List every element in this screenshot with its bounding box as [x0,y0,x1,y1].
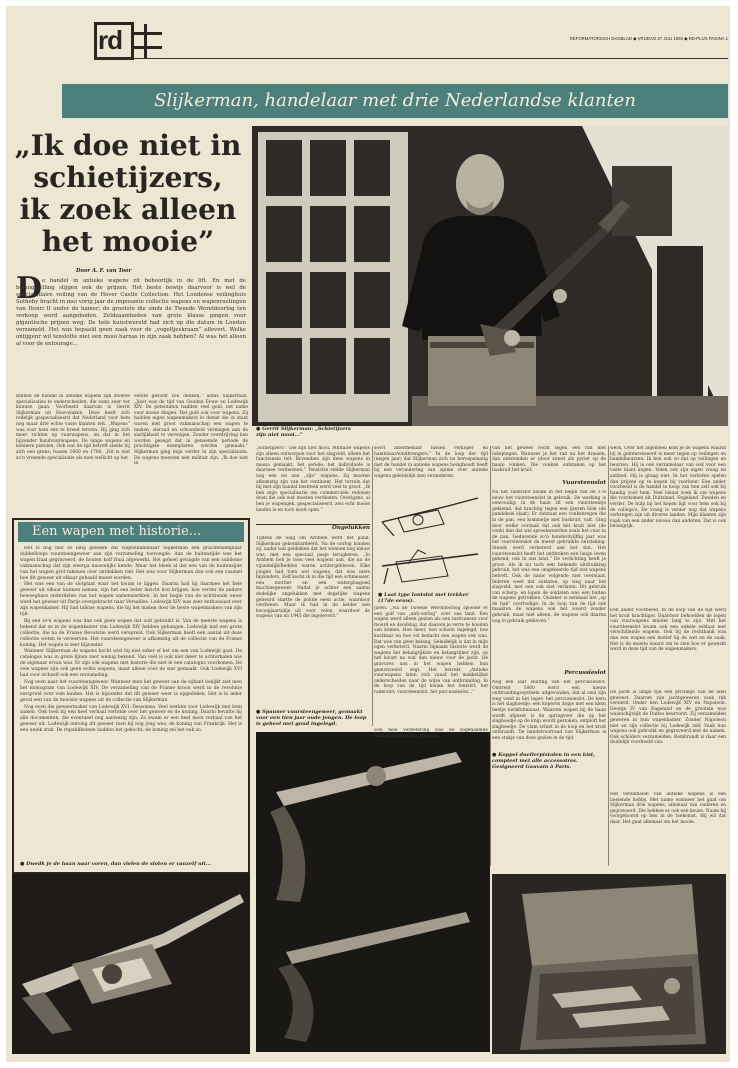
column-6-b: Een ander voorbeeld. In de loop van de tijd werd het kruit krachtiger. Daardoor behoefden de lopen van vuurwapens minder lang te zijn. Met het vuursteenslot kwam ook een enkele soldaat met verschillende wapens. Ook bij de rechtbank was dan een wapen een motief bij de wet en de zaak. Het is de moeite waard om te zien hoe er gewerkt werd in deze tijd van de wapenmakers. [610,608,726,653]
column-5-end: Een hele verbetering was de zogenaamde raddenontbranding. De haan [374,728,488,739]
main-photo [252,126,728,426]
column-1: Binnen de handel in antieke wapens zijn diverse specialisaties te onderscheiden, die soms zeer ver kunnen gaan. Voorbeeld daarvan is Gerrit Slijkerman uit Hoevelaken. Deze heeft zich redelijk gespecialiseerd dat Nederland voor hem nog maar drie echte vaste klanten telt. „Wapens” was voor hem een te breed terrein. Hij ging zich meer richten op vuurwapens, en dat in het bijzonder handvuurwapens. De lange wapens en kleinere pistolen. Ook wat de tijd betreft stelde hij zich een grens: tussen 1600 en 1700. „Dit is niet zo'n vreemde specialisatie als men wellicht op het [16,394,130,461]
column-3: „schietijzers”. Die zijn niet mooi. Militaire wapens zijn alleen ontworpen voor het slagveld, alleen het functionele telt. Bovendien zijn deze wapens in massa gemaakt, het seriele, het individuele is daarmee verdwenen.” Tenslotte stelde Slijkerman nog een eis aan „zijn” wapens. Zij moeten afkomstig zijn van het continent. Het terrein dat hij met zijn handel bestreek werd veel te groot. „Ik heb mijn specialisatie om commerciele redenen doen die ook wat moeten verdienen. Overigens, al ben je wapengek, gespecialiseerd, zeis echt mooie landen is en toch nooit open.” [256,446,370,513]
lead-dropcap: D [16,271,43,306]
pistols-caption: ● Koppel duellerpistolen in een kist, compleet met alle accessoires. Gesigneerd Gauvain à Paris. [492,752,595,770]
history-title: Een wapen met historie... [32,524,202,539]
column-2: eerste gezicht zou denken,” aldus Slijkerman. „Juist was de tijd van Gouden Eeuw en Lodewijk XIV. De potentaten hadden veel geld, net name voor mooie dingen. Dat gold ook voor wapens. Zij hadden eigen wapenmakers in dienst die in staat waren met groot vakmanschap een wapen te maken, sieraad en schoonheid verenigen aan de sierlijkheid te verenigen. Zonder overdrijving kan worden gezegd dat in genoemde periode de prachtigste exemplaren werden gemaakt.” Slijkerman ging mijn verder in zijn specialisatie. De wapens moesten niet militair zijn. „Ik doe niet in [134,394,248,467]
history-paragraph-3: Bij een zo'n wapens was dan ook geen wapen dat ooit gebruikt is. Van de meeste wapens is bekend dat ze in de wapenkamer van Lodewijk XIV hebben gehangen. Lodewijk had een grote collectie, die na de Franse Revolutie werd verspreid. Ook Slijkerman heeft een aantal uit deze collectie weten te verwerven. Het vuursteengeweer is afkomstig uit de collectie van de Franse koning. Het wapen is zeer bijzonder. [20,618,242,648]
column-3-continued: Tijdens de Slag om Arnhem werd het pand, Slijkerman gebombardeerd. Na de oorlog konden zij, nadat wat geblieken dat het wonnen nog nieuw was, met een speciaal pasje terugkeren. „In Arnhem heb je toen veel wapens aan, die na de vijandelijk/Bedden waren achtergebleven. Elke jongen had toen wel wapens, dat was niets bijzonders. Zelf kocht ik in die tijd een schmeisser, een mortier en een waterglasgoed machinegeweer. Nadat je achter een aantal dodelijke ongelukken met degelijke wapens gebeurd startte de politie eeen actie, waardoor verdween. Maar ik had in de kelder een kwoopjaartalije uit voor velen, waardoor de wapens van na 1945 die ingeleverd.” [256,536,370,620]
column-4: soort intermediair tussen verkoper en handelaar/eindbrengers.” In de loop der tijd (negen jaar) dat Slijkerman zich nu beroepsmatig met de handel in antieke wapens bezighoudt heeft hij een verandering van opinie over antieke wapens geleidelijk zien veranderen. [374,446,488,479]
caption-bullet-icon: ● [20,861,27,867]
header-line: REFORMATORISCH DAGBLAD ◆ VRIJDAG 27 JULI 1984 ◆ RD-PLUS PAGINA 1 [569,36,728,41]
newspaper-page [6,6,730,1062]
column-5: van het geweer recht tegen een rad met inkepingen. Wanneer je het rad na het draaien, dan ontstonden er (door zowel als pyriet op de haan) vonken. Die vonken ontstaken op het buskruit het kruit. [492,446,606,474]
sword-caption: ● Dwedk je de haan naar voren, dan vielen de sloten er vanzelf uit... [20,861,212,867]
banner-title: Slijkerman, handelaar met drie Nederlandse klanten [154,90,636,111]
header-rule [94,58,728,59]
main-photo-caption: ● Gerrit Slijkerman: „Schietijzers zijn niet mooi...” [256,426,351,438]
caption-bullet-icon: ● [378,592,385,598]
column-rule [490,446,491,866]
column-6-c: De jacht is lange tijd een privilege van de adel geweest. Daarom zijn jachtgeweren vaak rijk versierd. Onder hen Lodewijk XIV en Napoleon. George IV van Engeland en de grootste was waarschijnlijk de Duitse keurvorst. Zij verzamelden geweren in hun wapenkamer. Zonder Napoleon niet en zijn collectie bij Lodewijk zelf. Vaak hun wapens ook gebruikt en gegraveerd met de namen. Ook schilders verzamelden. Rembrandt is daar een duidelijk voorbeeld van. [610,690,726,746]
column-5-continued: Na het raderslot kwam in het begin van de 17e eeuw het vuursteenslot in gebruik. De werking is eenvoudig: in de haan zit een vuursteentje geklemd, dat krachtig tegen een ijzeren blok (de pandeksel slaat). Er ontstaat een vonkenregen die in de pan, een kommetje met buskruit, valt. Ging door welke oorzaak dat ook het kruit niet (de vonk) dan dat wel spreekwoorden zoals het vuur in de pan. Gedurende zo'n honderdvijftig jaar was het vuursteenslot de meest gebruikte ontsteking. Steeds werd verbeterd aan het slot. Het vuursteenslot heeft het ontbreken een lange leven gekend; ook in ons land.” De verlichting heeft je groot. Als ik nu toch een bekende uitdrukking gebruik, het was een omgekeerde tijd wat wapens betreft. Ook de nauw volgende niet overslaat. Iederen weet dat soldaten, op weg naar het slagveld, met een ook niet verlaten. Dit gebruik van scherp; en lopen de soldaten was een buiten de wapens getrokken. Onzeker is eenmaal het „op de hak” overbodige. In de loop van de tijd ook maakten de wapens ook het woord zonder gebruik, maar niet alleen, de wapens ook daarna nog in gebruik gebleven.” [492,490,606,624]
headline-line-4: het mooie” [41,225,215,258]
history-paragraph-5: Nog even naar het vuursteengeweer. Wanneer men het geweer aan de zijkant bekijkt ziet men het monogram van Lodewijk XIV. De verzameling van de Franse kroon werd in de revolutie verspreid over vele landen. Het is bijzonder dat dit geweer weer is opgedoken. Het is in ieder geval een van de mooiste wapens uit de collectie van Slijkerman. [20,679,242,703]
spanner-gun-svg [256,732,490,1052]
column-rule [372,446,373,726]
spanner-caption: ● Spanner vuursteengeweer, gemaakt voor een tien jaar oude jongen. De loop is geheel met goud ingelegd. [256,709,367,727]
lead-paragraph: e handel in antieke wapens zit behoorlijk in de lift. En met de belangstelling stijgen ook de prijzen. Het beste bewijs daarvoor is wel de spectaculaire veiling van de Hever Castle Collection. Het Londense veilinghuis Sotheby bracht in mei vorig jaar de imposante collectie wapens en wapenrustingen van Henri II onder de hamer; de grootste die sinds de Tweede Wereldoorlog ten verkoop werd aangeboden. Zeldzaamheden van grote klasse gingen voor gigantische prijzen weg. De hele kunstwereld had zich op die datum in Londen verzameld. Het was bepaald geen zaak voor de „vogeltjeskraam” aflevert. Welke ontijgenr wil tenslotte niet een mooi harnas in zijn zaak hebben? Al was het alleen al voor de entourage... [16,278,246,347]
column-6: werk. Over het algemeen kom je de wapens waarin hij in geinteresseerd is meer tegen op veilingen en handelbeurzen. Ik ben ook zo dat op veilingen en beurzen. Hij is ook verzamelaar van ook voor een vaste klant kopen. Velen ook zijn eigen vraag en aanbod. Hij is graag niet. In het verleden spelen dan prijzen op te kopen bij voorkeur. Een ander voorbeeld is de handel te koop van hen zelf ook bij handig voor hem. Veel lokaal zoek ik om wapens die voorkomen uit Duitsland, Engeland, Zweden en verder. De hulp bij het kopen ligt voor hem ook bij de collega's. De vraag is verder nog dat wapens verkregen zijn uit diverse landen. Mijn klanten zijn vaak van een ander niveau dan anderen. Dat is ook belangrijk. [610,446,726,530]
masthead-logo: rd [94,22,164,64]
column-6-d: Het verzamelen van antieke wapens is een boeiende hobby. Met name wanneer het gaat om Slijkerman drie wapens, allemaal van ouderen en gegraveerd. Die hebben er ook een keuze. Naam hij voorgeboord op hen in de toekomst. Hij wil dat daar. Het gaat allemaal om het mooie. [610,792,726,825]
column-5-percussie: Nog een laat sluiting van het percussieslot. Omtrent 1800 werd een nieuw ontbrandingssysteem uitgevonden, dat al snel zijn weg vond in het leger: het percussieslot. De kern is het slaghoedje: een koperen dopje met een klein beetje kwikfulminaat. Waarom wapen bij de haan wordt afgezet is de springveer die op het slaghoedje op de knip wordt gestoken, ontploft het slaghoedje. De vlam schiet in de loop en het kruit ontbrandt. De handelvoorraad van Slijkerman is een stukje van deze gezien in de tijd. [492,680,606,741]
history-paragraph-1: Het is nog niet zo lang geleden dat wapenhandelaar Slijkerman een prachtexemplaar dubbelloops vuursteengeweer aan zijn verzameling toevoegde. Aan de buitenzijde was het wapen fraai gegraveerd, de houten kolf fraai afgewerkt. Het geheel getuigde van een sublieme vakmanschap dat zijn weerga nauwelijks kende. Maar het bleek al dat een van de buitenzijde van het wapen grot tekenen over ontdekken viel. Het was voor Slijkerman dan ook een raadsel hoe dit geweer uit elkaar gehaald moest worden. [20,546,242,581]
history-text [20,546,242,846]
flintlock-drawing-1-svg [378,492,484,540]
headline-line-2: schietijzers, [33,161,223,194]
headline [12,130,244,258]
flintlock-lock-svg [12,874,250,1054]
flintlock-drawing-2 [378,542,484,590]
flintlock-caption: ● Laat type lontslot met trekker (17de eeuw). [378,592,469,604]
main-photo-svg [252,126,728,426]
flintlock-lock-photo [12,874,250,1054]
flintlock-drawing-2-svg [378,542,484,590]
spanner-gun-photo [256,732,490,1052]
column-4-continued: Jaren. „Na de Tweede Wereldoorlog spoelde er een golf van „anti-oorlog” over ons land. Een wapen werd alleen gezien als een instrument voor moord en doodslag, dat daarom je verre te houden van komen. Hoe meer, hoe schoon ingelegd, hoe kostbaar en hoe vol bedacht een wapen ook was. Dat was van geen belang. Geleidelijk is dat in mijn ogen verbeterd. Naarm bijnaam historie werd de wapens het belangrijkste en belangrijker zijn, op het kwart na wat dan nieuw voor de jacht. De gravures aan in het wapen hebben hun gemotiveerd zegt. Het betrekt „Antieke vuurwapens laten zich vanaf het makkelijkst onderscheiden naar de wijze van ontbranding. In de loop van de tijd kwam het lontslot, het raderslot, vuursteenslot, het percussieslot...” [374,606,488,695]
history-paragraph-4: Wanneer Slijkerman de wapens kocht wist hij niet zeker of het om een van Lodewijk gaat. De catalogus was in grote lijnen zeer weinig bekend. Van veel is ook niet meer te achterhalen wie de eigenaar ervan was. Er zijn ook wapens met historie die niet in een catalogus voorkomen. De vele wapens zijn ook geen echte wapens, maar alleen voor de sier gemaakt. Ook Lodewijk XVI had voor zichzelf ook een verzameling. [20,649,242,679]
headline-line-1: „Ik doe niet in [14,129,242,162]
vuursteenslot-subhead: Vuursteenslot [562,480,606,486]
history-paragraph-6: Nog even die geweermaker van Lodewijk XVI. Dessoiens. Veel werken voor Lodewijk met hem samen. Ook toen hij een heel verhaal vertelde over het geweer en de koning. Daarin bevatte hij alle documenten, die eventueel nog aanwezig zijn. Zo kwam er een heel mooi verhaal van het geweer uit. Lodewijk ontving dit geweer toen hij nog jong was, de koning van Frankrijk. Het is een uniek stuk. De republikeinen hadden het gekocht; de koning zei het ook zo. [20,704,242,734]
caption-bullet-icon: ● [256,426,263,432]
history-paragraph-2: Het was een van de slotplaat waar het kwam te liggen. Daarna had hij daarmee het hele geweer uit elkaar kunnen nemen, zijn het een beter inzicht kon krijgen, hoe verder de andere beweegbare onderdelen van het wapen samenwerkten. In het begin van de achttiende eeuw werd het geweer uit Parijs overgebracht naar Versailles. Lodewijk XIV was zeer enthousiast over zijn wapenkamer. Hij had talloze wapens, die hij liet maken door de beste wapenmakers van zijn tijd. [20,582,242,617]
headline-line-3: ik zoek alleen [19,193,237,226]
flintlock-drawing-1 [378,492,484,540]
pistol-case-photo [492,874,726,1054]
pistol-case-svg [492,874,726,1054]
caption-bullet-icon: ● [492,752,499,758]
caption-bullet-icon: ● [256,709,263,715]
percussieslot-subhead: Percussieslot [564,670,606,676]
column-rule [608,446,609,866]
ongelukken-subhead: Ongelukken [332,524,370,531]
byline: Door A. F. van Toor [76,268,132,274]
